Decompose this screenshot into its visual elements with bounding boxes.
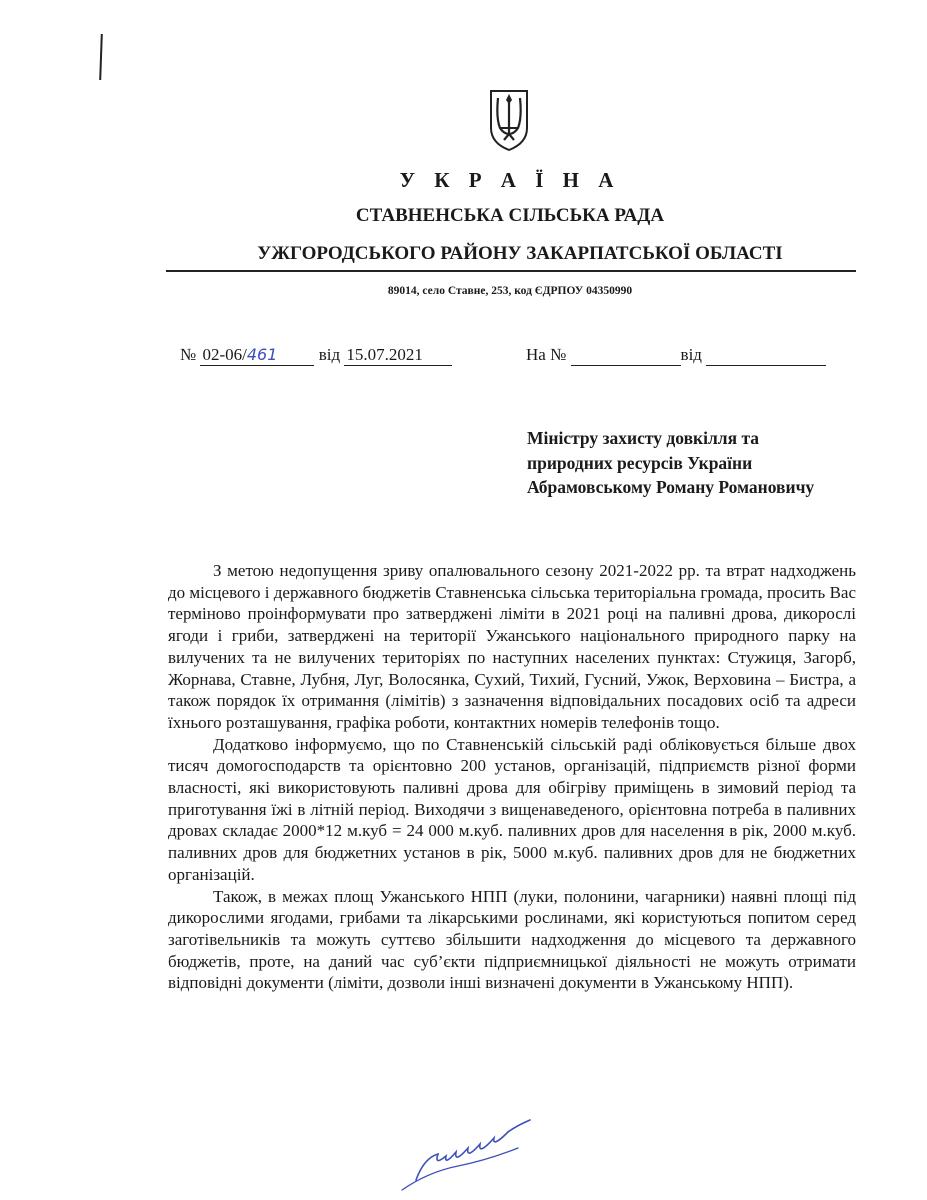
body-paragraph: Також, в межах площ Ужанського НПП (луки, полонини, чагарники) наявні площі під дикорослими ягодами, грибами та лікарськими рослинами, які користуються попитом серед заготівельників та можуть суттєво збільшити надходження до місцевого та державного бюджетів, проте, на даний час суб’єкти підприємницької діяльності не можуть отримати відповідні документи (ліміти, дозволи інші визначені документи в Ужанському НПП). — [168, 886, 856, 993]
outgoing-date: 15.07.2021 — [344, 345, 452, 366]
handwritten-signature — [398, 1108, 548, 1194]
handwritten-number: 461 — [246, 345, 278, 364]
reply-date-label: від — [680, 345, 702, 364]
body-paragraph: З метою недопущення зриву опалювального сезону 2021-2022 рр. та втрат надходжень до місцевого і державного бюджетів Ставненська сільська територіальна громада, просить Вас терміново проінформувати про затверджені ліміти в 2021 році на паливні дрова, дикорослі ягоди і гриби, затверджені на території Ужанського національного природного парку на вилучених та не вилучених територіях по наступних населених пунктах: Стужиця, Загорб, Жорнава, Ставне, Лубня, Луг, Волосянка, Сухий, Тихий, Гусний, Ужок, Верховина – Бистра, а також порядок їх отримання (лімітів) з зазначення відповідальних посадових осіб та адреси їхнього розташування, графіка роботи, контактних номерів телефонів тощо. — [168, 561, 856, 732]
addressee-block — [527, 426, 814, 500]
addressee-line: природних ресурсів України — [527, 452, 753, 473]
incoming-reference — [526, 345, 826, 366]
reply-number-blank — [571, 345, 681, 366]
date-label: від — [318, 345, 341, 364]
margin-pen-mark — [99, 34, 103, 80]
country-heading: У К Р А Ї Н А — [399, 168, 621, 192]
reply-number-label: На № — [526, 345, 567, 364]
trident-emblem-icon — [488, 88, 530, 152]
outgoing-number: 02-06/461 — [200, 345, 314, 366]
council-name: СТАВНЕНСЬКА СІЛЬСЬКА РАДА — [355, 205, 665, 226]
header-divider — [166, 270, 856, 272]
letter-body — [168, 560, 856, 994]
addressee-line: Міністру захисту довкілля та — [527, 428, 760, 448]
reply-date-blank — [706, 345, 826, 366]
number-label: № — [180, 345, 197, 364]
council-address: 89014, село Ставне, 253, код ЄДРПОУ 04350990 — [387, 285, 633, 297]
outgoing-reference — [180, 345, 452, 366]
addressee-name: Абрамовському Роману Романовичу — [527, 477, 815, 497]
district-name: УЖГОРОДСЬКОГО РАЙОНУ ЗАКАРПАТСЬКОЇ ОБЛАСТІ — [257, 243, 783, 264]
body-paragraph: Додатково інформуємо, що по Ставненській сільській раді обліковується більше двох тисяч домогосподарств та орієнтовно 200 установ, організацій, підприємств різної форми власності, які використовують паливні дрова для обігріву приміщень в зимовий період та приготування їжі в літній період. Виходячи з вищенаведеного, орієнтовна потреба в паливних дровах складає 2000*12 м.куб = 24 000 м.куб. паливних дров для населення в рік, 2000 м.куб. паливних дров для бюджетних установ в рік, 5000 м.куб. паливних дров для не бюджетних організацій. — [168, 734, 856, 884]
